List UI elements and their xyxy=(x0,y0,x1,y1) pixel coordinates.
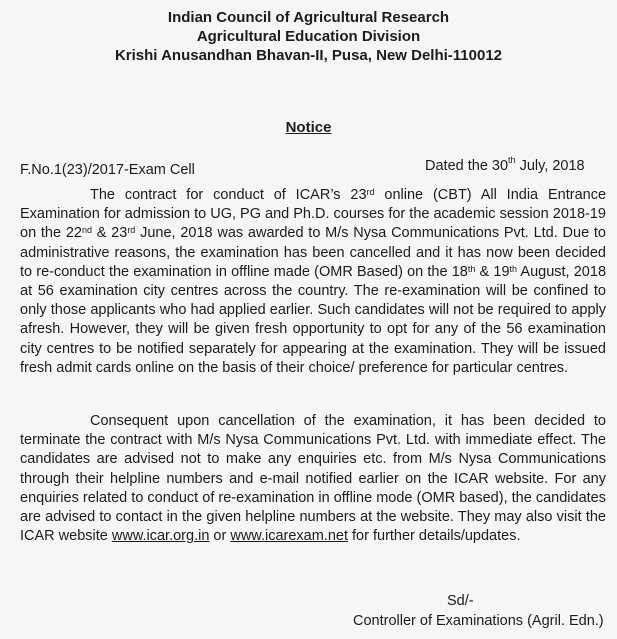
notice-heading xyxy=(0,119,617,136)
division-name: Agricultural Education Division xyxy=(196,28,421,45)
signature-mark: Sd/- xyxy=(447,593,474,609)
icar-website-link[interactable]: www.icar.org.in xyxy=(111,528,210,545)
paragraph-1: The contract for conduct of ICAR’s 23rd online (CBT) All India Entrance Examination for admission to UG, PG and Ph.D. courses for the academic session 2018-19 on the 22nd & 23rd June, 2018 was awarded to M/s Nysa Communications Pvt. Ltd. Due to administrative reasons, the examination has been cancelled and it has now been decided to re-conduct the examination in offline made (OMR Based) on the 18th & 19th August, 2018 at 56 examination city centres across the country. The re-examination will be confined to only those applicants who had applied earlier. Such candidates will not be required to apply afresh. However, they will be given fresh opportunity to opt for any of the 56 examination city centres to be notified separately for appearing at the examination. They will be issued fresh admit cards online on the basis of their choice/ preference for particular centres. xyxy=(20,187,607,376)
signatory-designation: Controller of Examinations (Agril. Edn.) xyxy=(353,613,604,629)
org-name: Indian Council of Agricultural Research xyxy=(167,9,450,26)
notice-date: Dated the 30th July, 2018 xyxy=(425,155,585,174)
file-reference: F.No.1(23)/2017-Exam Cell xyxy=(20,162,195,178)
notice-title: Notice xyxy=(285,119,332,136)
org-address: Krishi Anusandhan Bhavan-II, Pusa, New Delhi-110012 xyxy=(114,47,503,64)
paragraph-2: Consequent upon cancellation of the examination, it has been decided to terminate the contract with M/s Nysa Communications Pvt. Ltd. with immediate effect. The candidates are advised not to make any enquiries etc. from M/s Nysa Communications through their helpline numbers and e-mail notified earlier on the ICAR website. For any enquiries related to conduct of re-examination in offline mode (OMR based), the candidates are advised to contact in the given helpline numbers at the website. They may also visit the ICAR website www.icar.org.in or www.icarexam.net for further details/updates. xyxy=(20,413,606,545)
icarexam-website-link[interactable]: www.icarexam.net xyxy=(230,528,348,545)
